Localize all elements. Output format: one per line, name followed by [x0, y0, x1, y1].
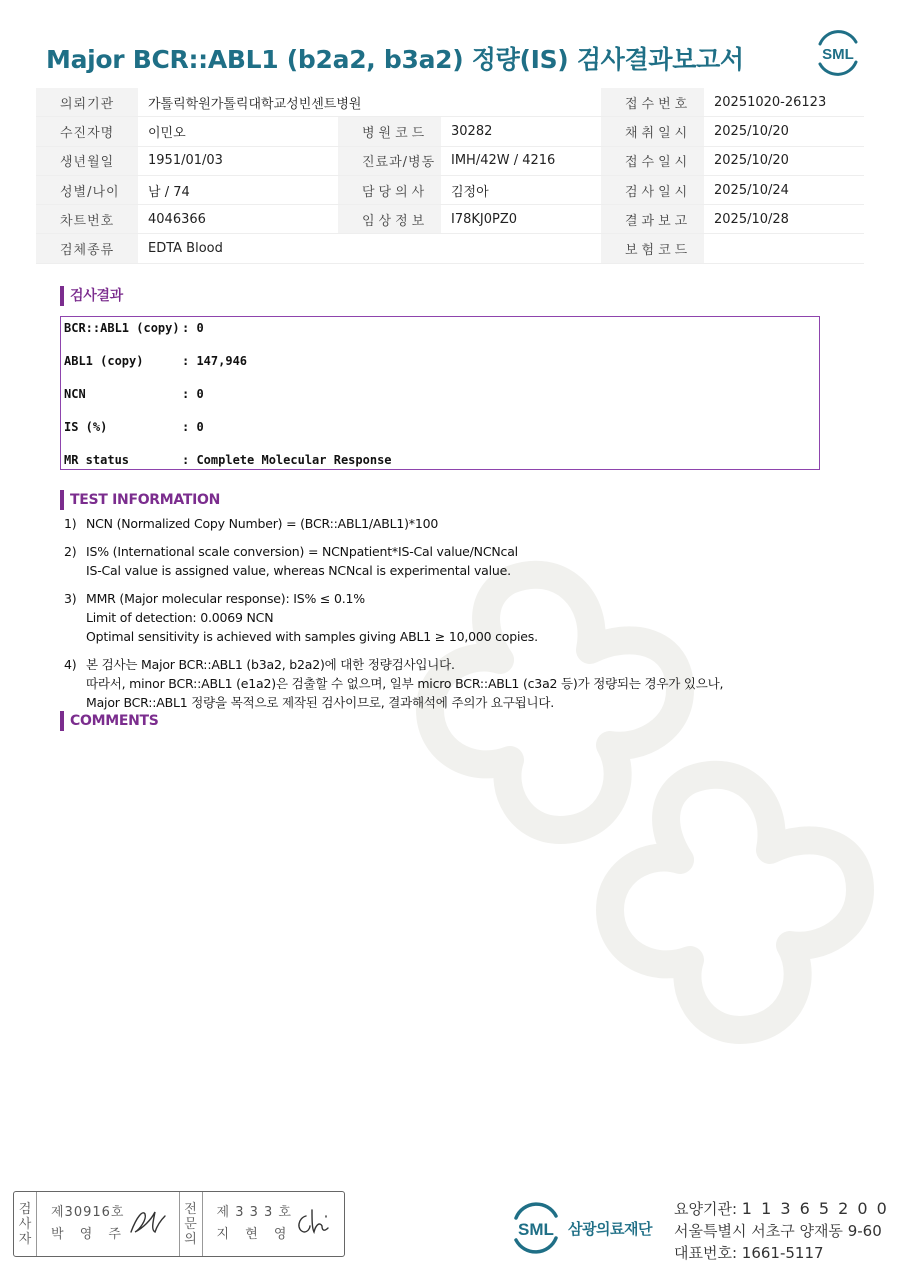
org-address: 서울특별시 서초구 양재동 9-60: [674, 1222, 882, 1240]
info-value: 4046366: [138, 205, 338, 234]
test-info-line: NCN (Normalized Copy Number) = (BCR::ABL1/ABL1)*100: [86, 516, 439, 531]
test-info-number: 2): [64, 544, 77, 559]
info-value: [704, 234, 864, 263]
org-phone: 1661-5117: [741, 1244, 824, 1262]
result-line: [64, 387, 204, 401]
info-label: 채취일시: [601, 117, 704, 146]
info-label: 임상정보: [338, 205, 441, 234]
test-info-item: [64, 589, 844, 646]
info-value: 가톨릭학원가톨릭대학교성빈센트병원: [138, 88, 601, 117]
info-row: [36, 234, 864, 263]
org-name: 삼광의료재단: [568, 1220, 652, 1238]
info-value: IMH/42W / 4216: [441, 146, 601, 175]
info-label: 차트번호: [36, 205, 138, 234]
info-value: 1951/01/03: [138, 146, 338, 175]
info-value: 2025/10/20: [704, 146, 864, 175]
info-value: I78KJ0PZ0: [441, 205, 601, 234]
specialist-signature-icon: [292, 1206, 332, 1240]
info-label: 접수일시: [601, 146, 704, 175]
info-label: 담당의사: [338, 175, 441, 204]
test-info-line: 따라서, minor BCR::ABL1 (e1a2)은 검출할 수 없으며, 일부 micro BCR::ABL1 (c3a2 등)가 정량되는 경우가 있으나,: [86, 676, 724, 691]
info-label: 병원코드: [338, 117, 441, 146]
test-info-number: 3): [64, 591, 77, 606]
phone-line: 대표번호: 1661-5117: [674, 1244, 824, 1262]
info-label: 진료과/병동: [338, 146, 441, 175]
result-key: BCR::ABL1 (copy): [64, 321, 180, 335]
test-info-line: 본 검사는 Major BCR::ABL1 (b3a2, b2a2)에 대한 정량검사입니다.: [86, 657, 455, 672]
report-title: Major BCR::ABL1 (b2a2, b3a2) 정량(IS) 검사결과보고서: [46, 45, 744, 74]
info-label: 성별/나이: [36, 175, 138, 204]
examiner-vertical-label: 검 사 자: [14, 1192, 37, 1256]
test-info-line: Limit of detection: 0.0069 NCN: [86, 610, 274, 625]
info-value: 2025/10/20: [704, 117, 864, 146]
test-info-item: [64, 542, 844, 580]
info-label: 생년월일: [36, 146, 138, 175]
specialist-name: 지 현 영: [216, 1227, 293, 1242]
specialist-vertical-label: 전 문 의: [180, 1192, 203, 1256]
examiner-name: 박 영 주: [51, 1227, 127, 1242]
result-value: : 0: [182, 387, 204, 401]
info-label: 의뢰기관: [36, 88, 138, 117]
info-label: 검사일시: [601, 175, 704, 204]
result-value: : 0: [182, 321, 204, 335]
test-info-item: [64, 655, 844, 712]
info-label: 접수번호: [601, 88, 704, 117]
sml-logo-icon: [812, 28, 864, 76]
test-info-line: IS-Cal value is assigned value, whereas NCNcal is experimental value.: [86, 563, 511, 578]
test-info-number: 4): [64, 657, 77, 672]
info-row: [36, 175, 864, 204]
org-info: [674, 1198, 889, 1264]
signature-box: [13, 1191, 345, 1257]
info-value: 이민오: [138, 117, 338, 146]
info-label: 결과보고: [601, 205, 704, 234]
examiner-license: 제30916호: [51, 1205, 125, 1220]
info-label: 검체종류: [36, 234, 138, 263]
info-value: 남 / 74: [138, 175, 338, 204]
sml-footer-logo-text: SML: [518, 1220, 554, 1239]
info-row: [36, 88, 864, 117]
info-value: 30282: [441, 117, 601, 146]
result-line: [64, 354, 247, 368]
result-line: [64, 453, 392, 467]
result-key: NCN: [64, 387, 86, 401]
result-line: [64, 321, 204, 335]
results-box: [60, 316, 820, 470]
info-label: 수진자명: [36, 117, 138, 146]
sml-footer-logo-icon: [508, 1198, 564, 1256]
care-code-line: 요양기관: 1 1 3 6 5 2 0 0: [674, 1199, 889, 1218]
comments-heading: COMMENTS: [60, 711, 159, 731]
test-info-heading: TEST INFORMATION: [60, 490, 220, 510]
test-info-line: IS% (International scale conversion) = NCNpatient*IS-Cal value/NCNcal: [86, 544, 518, 559]
result-value: : 147,946: [182, 354, 248, 368]
specialist-license: 제 3 3 3 호: [216, 1205, 292, 1220]
test-info-item: [64, 514, 844, 533]
test-info-number: 1): [64, 516, 77, 531]
result-key: MR status: [64, 453, 130, 467]
info-label: 보험코드: [601, 234, 704, 263]
test-info-line: Major BCR::ABL1 정량을 목적으로 제작된 검사이므로, 결과해석에 주의가 요구됩니다.: [86, 695, 554, 710]
info-value: 2025/10/28: [704, 205, 864, 234]
info-value: 20251020-26123: [704, 88, 864, 117]
care-code: 1 1 3 6 5 2 0 0: [741, 1199, 889, 1218]
result-value: : 0: [182, 420, 204, 434]
result-value: : Complete Molecular Response: [182, 453, 392, 467]
specialist-cell: [203, 1192, 345, 1256]
info-value: 2025/10/24: [704, 175, 864, 204]
test-info-list: [64, 514, 844, 721]
examiner-cell: [37, 1192, 180, 1256]
info-row: [36, 205, 864, 234]
test-info-line: MMR (Major molecular response): IS% ≤ 0.1%: [86, 591, 365, 606]
info-value: EDTA Blood: [138, 234, 601, 263]
result-key: IS (%): [64, 420, 108, 434]
result-line: [64, 420, 204, 434]
result-key: ABL1 (copy): [64, 354, 144, 368]
info-row: [36, 146, 864, 175]
info-row: [36, 117, 864, 146]
test-info-line: Optimal sensitivity is achieved with samples giving ABL1 ≥ 10,000 copies.: [86, 629, 538, 644]
results-heading: 검사결과: [60, 286, 123, 306]
patient-info-table: [36, 88, 864, 264]
info-value: 김정아: [441, 175, 601, 204]
sml-logo-text: SML: [822, 46, 854, 63]
examiner-signature-icon: [127, 1206, 167, 1240]
